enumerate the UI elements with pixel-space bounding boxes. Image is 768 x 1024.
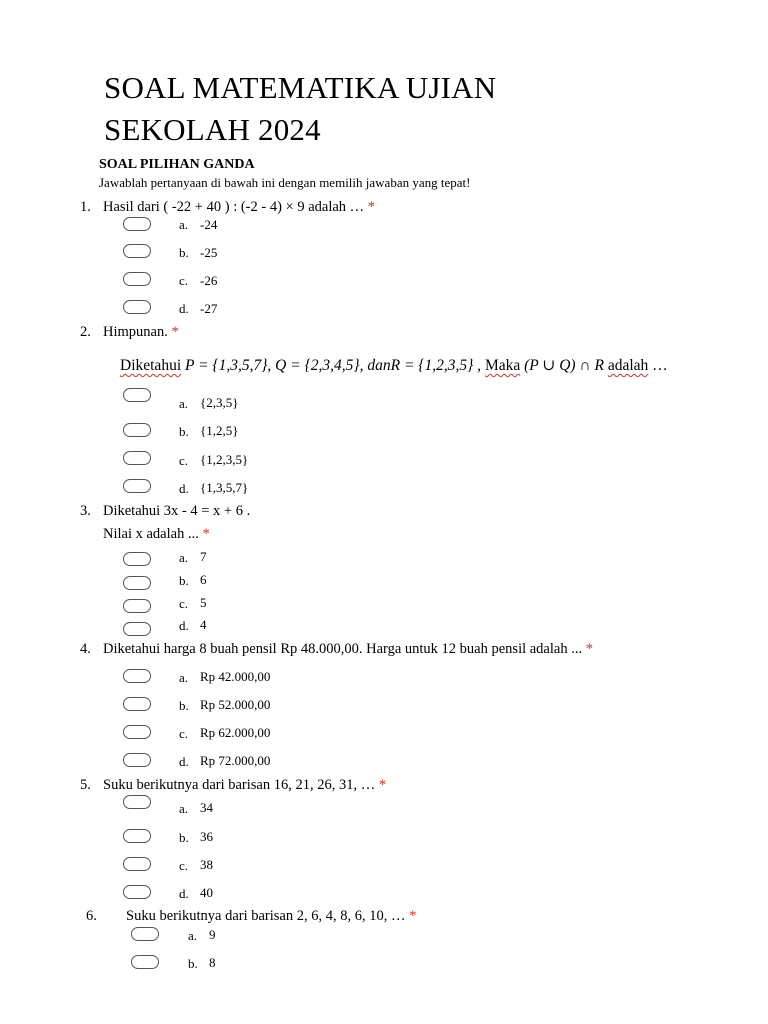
q3-option-a-radio[interactable] bbox=[123, 552, 151, 566]
q2-option-d-letter: d. bbox=[179, 481, 189, 496]
required-mark: * bbox=[585, 641, 593, 657]
q4-option-d-text: Rp 72.000,00 bbox=[200, 753, 271, 768]
q5-option-b-text: 36 bbox=[200, 829, 213, 844]
q3-option-c-text: 5 bbox=[200, 595, 207, 610]
q1-option-c-letter: c. bbox=[179, 273, 189, 288]
q5-option-c-radio[interactable] bbox=[123, 857, 151, 871]
q4-option-b-text: Rp 52.000,00 bbox=[200, 697, 271, 712]
q3-option-d-text: 4 bbox=[200, 617, 207, 632]
required-mark: * bbox=[171, 324, 179, 340]
q2-option-c-letter: c. bbox=[179, 453, 189, 468]
question-6-number: 6. bbox=[86, 908, 97, 924]
q4-option-a-text: Rp 42.000,00 bbox=[200, 669, 271, 684]
q5-option-d-radio[interactable] bbox=[123, 885, 151, 899]
q2-option-d-text: {1,3,5,7} bbox=[200, 480, 249, 495]
formula-ellipsis: … bbox=[648, 357, 668, 374]
q6-option-a-radio[interactable] bbox=[131, 927, 159, 941]
q4-option-a-radio[interactable] bbox=[123, 669, 151, 683]
q6-option-a-text: 9 bbox=[209, 927, 216, 942]
q4-option-b-radio[interactable] bbox=[123, 697, 151, 711]
q6-option-b-radio[interactable] bbox=[131, 955, 159, 969]
q6-option-a-letter: a. bbox=[188, 928, 198, 943]
q4-option-c-letter: c. bbox=[179, 726, 189, 741]
q2-option-b-radio[interactable] bbox=[123, 423, 151, 437]
formula-word-maka: Maka bbox=[484, 357, 521, 374]
q1-option-d-text: -27 bbox=[200, 301, 218, 316]
q5-option-c-text: 38 bbox=[200, 857, 213, 872]
formula-sets: P = {1,3,5,7}, Q = {2,3,4,5}, bbox=[181, 357, 368, 374]
q1-option-c-radio[interactable] bbox=[123, 272, 151, 286]
q5-option-a-letter: a. bbox=[179, 801, 189, 816]
q4-option-b-letter: b. bbox=[179, 698, 189, 713]
q2-option-d-radio[interactable] bbox=[123, 479, 151, 493]
q1-option-d-letter: d. bbox=[179, 301, 189, 316]
q3-option-b-letter: b. bbox=[179, 573, 189, 588]
question-4-number: 4. bbox=[80, 641, 91, 657]
q3-option-b-text: 6 bbox=[200, 572, 207, 587]
formula-word-diketahui: Diketahui bbox=[120, 357, 182, 374]
question-6-text bbox=[126, 908, 416, 925]
question-2-text bbox=[103, 324, 179, 341]
question-3-number: 3. bbox=[80, 503, 91, 519]
formula-word-adalah: adalah bbox=[607, 357, 649, 374]
q6-option-b-text: 8 bbox=[209, 955, 216, 970]
formula-dan: dan bbox=[367, 357, 391, 374]
required-mark: * bbox=[202, 526, 210, 542]
question-5-text-content: Suku berikutnya dari barisan 16, 21, 26, 31, … bbox=[103, 777, 376, 793]
q4-option-d-letter: d. bbox=[179, 754, 189, 769]
question-2-number: 2. bbox=[80, 324, 91, 340]
formula-expression: (P ∪ Q) ∩ R bbox=[520, 357, 608, 374]
q3-option-d-radio[interactable] bbox=[123, 622, 151, 636]
question-1-number: 1. bbox=[80, 199, 91, 215]
q5-option-b-radio[interactable] bbox=[123, 829, 151, 843]
required-mark: * bbox=[378, 777, 387, 793]
q1-option-b-letter: b. bbox=[179, 245, 189, 260]
required-mark: * bbox=[367, 199, 376, 215]
q6-option-b-letter: b. bbox=[188, 956, 198, 971]
question-4-text-content: Diketahui harga 8 buah pensil Rp 48.000,00. Harga untuk 12 buah pensil adalah ... bbox=[103, 641, 583, 657]
q5-option-d-letter: d. bbox=[179, 886, 189, 901]
q4-option-d-radio[interactable] bbox=[123, 753, 151, 767]
question-3-text-line2 bbox=[103, 526, 210, 543]
q4-option-c-radio[interactable] bbox=[123, 725, 151, 739]
q1-option-b-radio[interactable] bbox=[123, 244, 151, 258]
q1-option-d-radio[interactable] bbox=[123, 300, 151, 314]
q1-option-c-text: -26 bbox=[200, 273, 218, 288]
q1-option-a-radio[interactable] bbox=[123, 217, 151, 231]
q4-option-a-letter: a. bbox=[179, 670, 189, 685]
document-title-line2: SEKOLAH 2024 bbox=[104, 112, 321, 147]
question-5-text bbox=[103, 777, 386, 794]
q5-option-d-text: 40 bbox=[200, 885, 213, 900]
question-3-text: Diketahui 3x - 4 = x + 6 . bbox=[103, 503, 251, 519]
q2-option-a-letter: a. bbox=[179, 396, 189, 411]
question-2-formula bbox=[120, 356, 668, 375]
q4-option-c-text: Rp 62.000,00 bbox=[200, 725, 271, 740]
q2-option-a-radio[interactable] bbox=[123, 388, 151, 402]
question-1-text bbox=[103, 199, 375, 216]
required-mark: * bbox=[409, 908, 417, 924]
q2-option-a-text: {2,3,5} bbox=[200, 395, 239, 410]
formula-set-r: R = {1,2,3,5} , bbox=[390, 357, 485, 374]
q1-option-a-text: -24 bbox=[200, 217, 218, 232]
q3-option-a-letter: a. bbox=[179, 550, 189, 565]
q1-option-b-text: -25 bbox=[200, 245, 218, 260]
question-2-text-content: Himpunan. bbox=[103, 324, 168, 340]
question-4-text bbox=[103, 641, 593, 658]
q5-option-b-letter: b. bbox=[179, 830, 189, 845]
q5-option-a-text: 34 bbox=[200, 800, 213, 815]
question-1-text-content: Hasil dari ( -22 + 40 ) : (-2 - 4) × 9 adalah … bbox=[103, 199, 365, 215]
q3-option-b-radio[interactable] bbox=[123, 576, 151, 590]
q5-option-a-radio[interactable] bbox=[123, 795, 151, 809]
q3-option-c-radio[interactable] bbox=[123, 599, 151, 613]
q2-option-c-radio[interactable] bbox=[123, 451, 151, 465]
q3-option-a-text: 7 bbox=[200, 549, 207, 564]
q5-option-c-letter: c. bbox=[179, 858, 189, 873]
q3-option-d-letter: d. bbox=[179, 618, 189, 633]
document-title-line1: SOAL MATEMATIKA UJIAN bbox=[104, 70, 497, 105]
q2-option-c-text: {1,2,3,5} bbox=[200, 452, 249, 467]
question-6-text-content: Suku berikutnya dari barisan 2, 6, 4, 8, 6, 10, … bbox=[126, 908, 406, 924]
q1-option-a-letter: a. bbox=[179, 217, 189, 232]
section-heading: SOAL PILIHAN GANDA bbox=[99, 157, 255, 172]
question-3-text2-content: Nilai x adalah ... bbox=[103, 526, 199, 542]
q3-option-c-letter: c. bbox=[179, 596, 189, 611]
q2-option-b-letter: b. bbox=[179, 424, 189, 439]
q2-option-b-text: {1,2,5} bbox=[200, 423, 239, 438]
question-5-number: 5. bbox=[80, 777, 91, 793]
section-instruction: Jawablah pertanyaan di bawah ini dengan memilih jawaban yang tepat! bbox=[99, 175, 471, 190]
